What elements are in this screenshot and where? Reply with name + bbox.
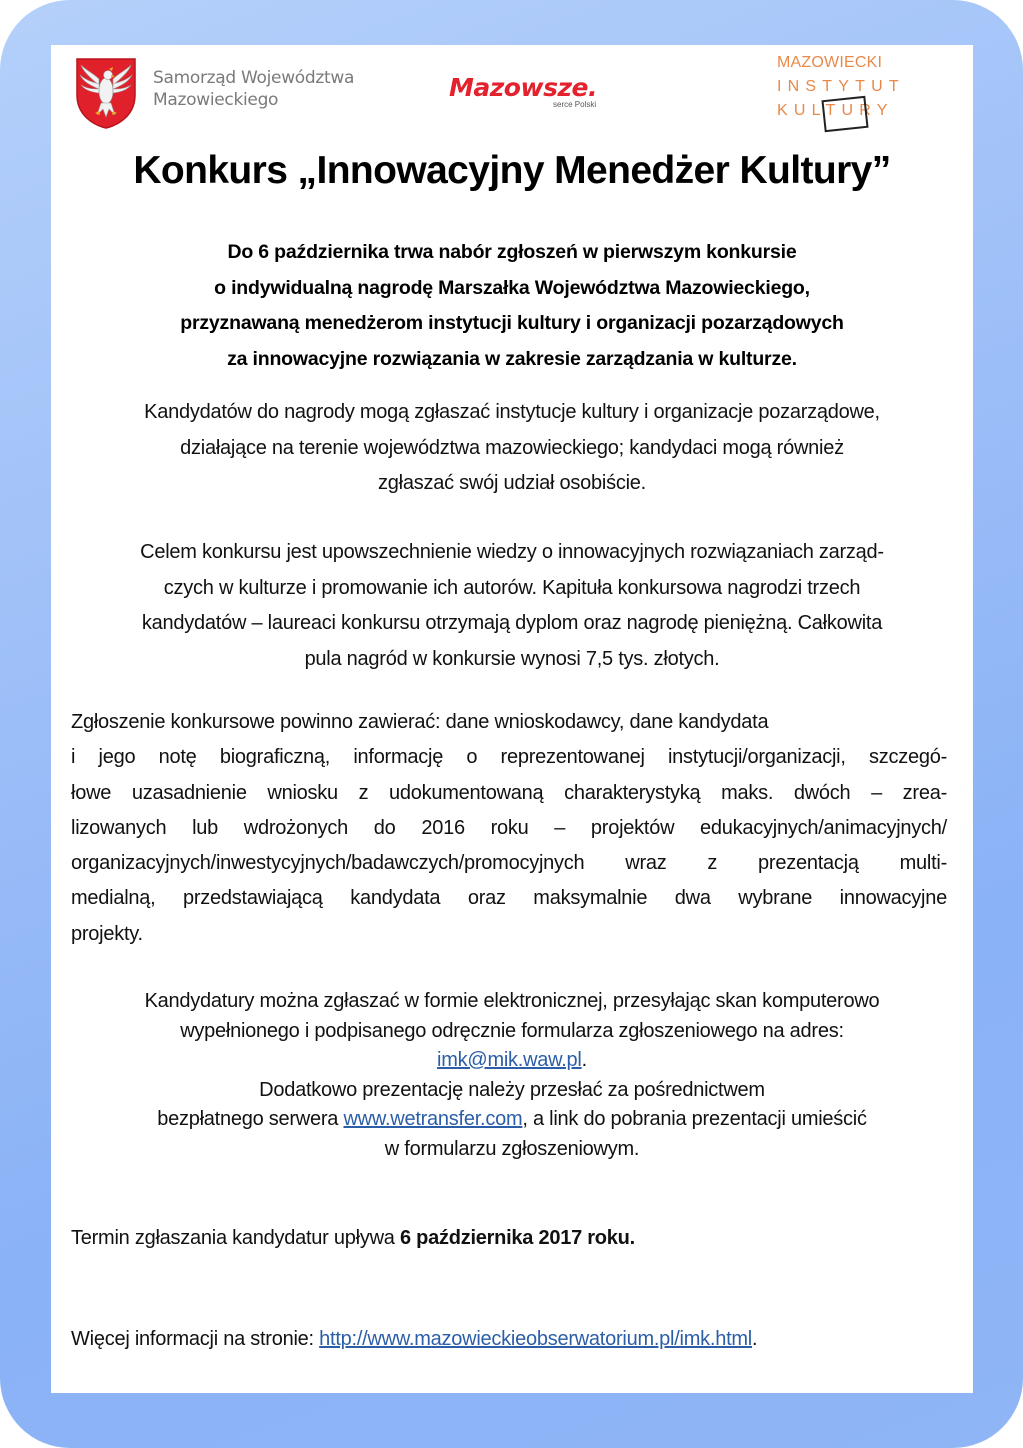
paragraph-line: zgłaszać swój udział osobiście. [378,472,646,494]
paragraph-line: pula nagród w konkursie wynosi 7,5 tys. złotych. [304,647,720,670]
mik-line-2: INSTYTUT [777,78,905,95]
lead-paragraph [91,235,933,377]
deadline-date: 6 października 2017 roku [399,1227,630,1249]
mik-line-3: KULTURY [777,102,894,119]
mazowsze-wordmark: Mazowsze. [449,73,597,102]
samorzad-line-2: Mazowieckiego [153,90,279,110]
more-info-prefix: Więcej informacji na stronie: [71,1328,320,1350]
paragraph-line: Dodatkowo prezentację należy przesłać za pośrednictwem [259,1078,765,1101]
paragraph-application-contents [71,705,947,952]
lead-line: Do 6 października trwa nabór zgłoszeń w pierwszym konkursie [227,241,797,263]
paragraph-line: projekty. [71,922,143,945]
paragraph-line: wypełnionego i podpisanego odręcznie formularza zgłoszeniowego na adres: [180,1019,844,1042]
lead-line: przyznawaną menedżerom instytucji kultury i organizacji pozarządowych [180,312,844,334]
paragraph-line: Celem konkursu jest upowszechnienie wiedzy o innowacyjnych rozwiązaniach zarząd- [140,541,884,563]
lead-line: o indywidualną nagrodę Marszałka Województwa Mazowieckiego, [214,276,810,299]
paragraph-line: Kandydatury można zgłaszać w formie elektronicznej, przesyłając skan komputerowo [144,990,880,1012]
paragraph-line: w formularzu zgłoszeniowym. [384,1137,640,1160]
mik-logo [777,54,905,132]
mik-tu-frame-icon [821,96,868,132]
paragraph-submission [65,987,959,1164]
poster-page [51,45,973,1393]
more-info-suffix: . [752,1328,758,1350]
mazowsze-tagline: serce Polski [553,100,597,109]
deadline-line [71,1223,951,1253]
wetransfer-link[interactable]: www.wetransfer.com [343,1108,523,1130]
paragraph-candidates [65,395,959,502]
paragraph-line: Zgłoszenie konkursowe powinno zawierać: dane wnioskodawcy, dane kandydata [71,711,769,733]
samorzad-logo-text [153,67,354,111]
wetransfer-suffix: , a link do pobrania prezentacji umieścić [522,1108,867,1130]
paragraph-line: kandydatów – laureaci konkursu otrzymają dyplom oraz nagrodę pieniężną. Całkowita [141,612,883,634]
wetransfer-prefix: bezpłatnego serwera [157,1108,344,1130]
paragraph-line: łowe uzasadnienie wniosku z udokumentowaną charakterystyką maks. dwóch – zrea- [71,781,947,804]
paragraph-goal [65,535,959,677]
email-link[interactable]: imk@mik.waw.pl [437,1049,582,1071]
paragraph-line: medialną, przedstawiającą kandydata oraz maksymalnie dwa wybrane innowacyjne [71,887,947,910]
paragraph-line: Kandydatów do nagrody mogą zgłaszać instytucje kultury i organizacje pozarządowe, [144,401,880,423]
deadline-suffix: . [629,1227,635,1249]
paragraph-line: organizacyjnych/inwestycyjnych/badawczych/promocyjnych wraz z prezentacją multi- [71,852,947,875]
mazowsze-logo [449,73,614,113]
coat-of-arms-eagle-icon [73,55,139,129]
lead-line: za innowacyjne rozwiązania w zakresie zarządzania w kulturze. [227,347,797,370]
paragraph-line: czych w kulturze i promowanie ich autorów. Kapituła konkursowa nagrodzi trzech [163,576,861,599]
samorzad-logo [73,55,373,130]
email-suffix: . [581,1049,587,1071]
more-info-link[interactable]: http://www.mazowieckieobserwatorium.pl/imk.html [319,1328,752,1350]
paragraph-line: lizowanych lub wdrożonych do 2016 roku – projektów edukacyjnych/animacyjnych/ [71,816,947,839]
wetransfer-line [65,1105,959,1135]
mik-line-1: MAZOWIECKI [777,54,883,71]
deadline-prefix: Termin zgłaszania kandydatur upływa [71,1227,400,1249]
paragraph-line: działające na terenie województwa mazowieckiego; kandydaci mogą również [180,436,844,459]
samorzad-line-1: Samorząd Województwa [153,68,355,88]
paragraph-line: i jego notę biograficzną, informację o reprezentowanej instytucji/organizacji, szczegó- [71,746,947,769]
more-info-line [71,1324,961,1354]
poster-title: Konkurs „Innowacyjny Menedżer Kultury” [133,149,891,192]
email-line [65,1046,959,1076]
